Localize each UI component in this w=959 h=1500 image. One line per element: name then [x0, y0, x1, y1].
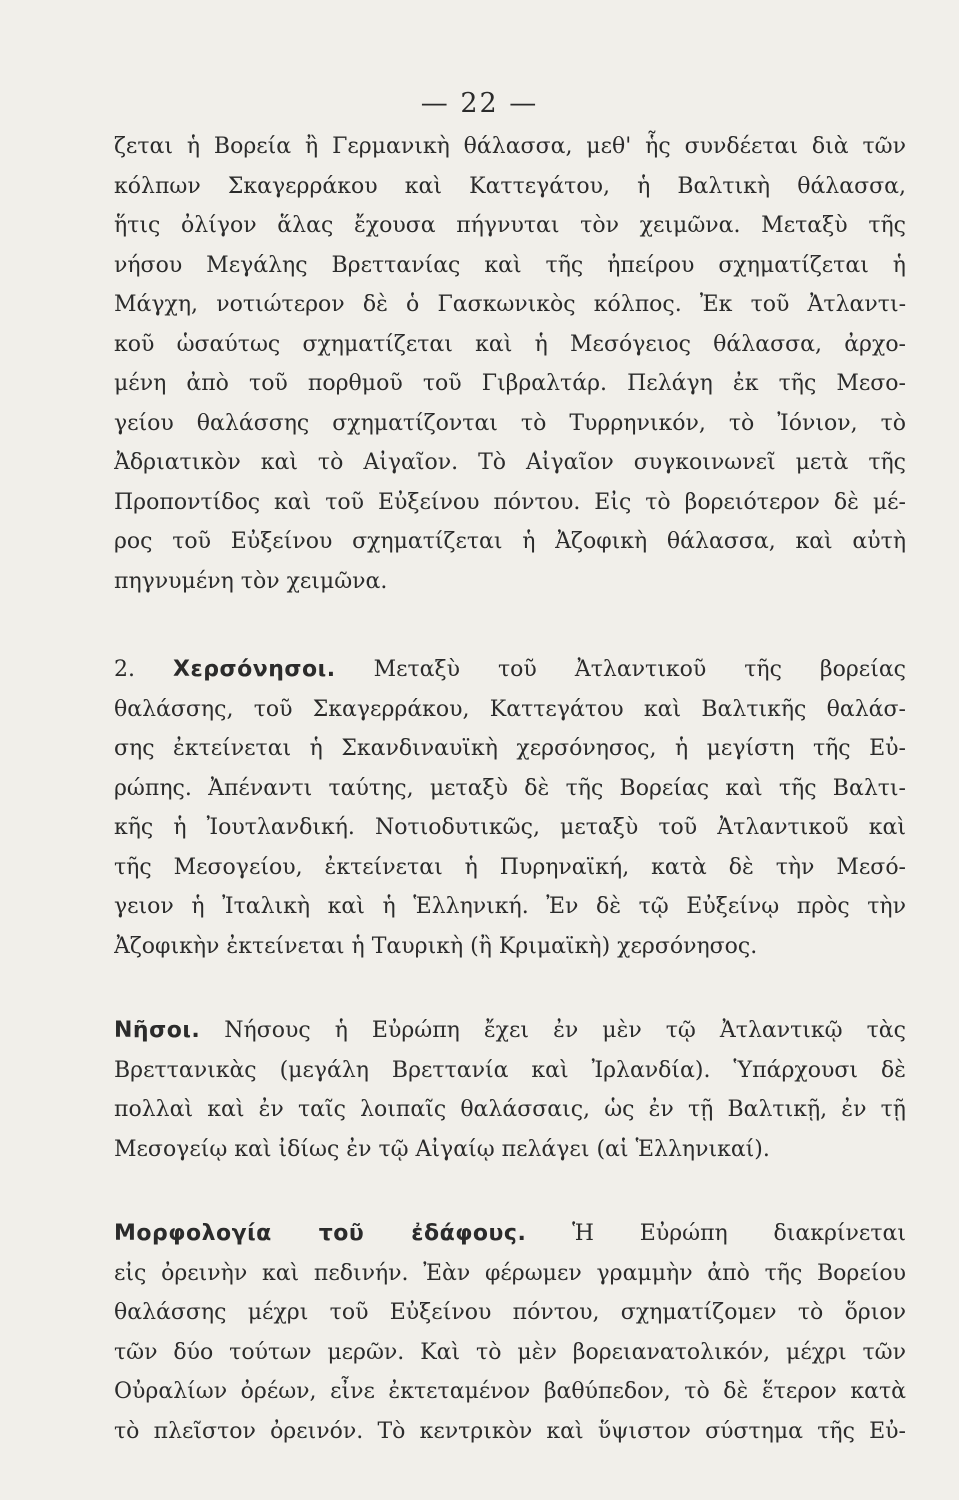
text-line: τὸ πλεῖστον ὀρεινόν. Τὸ κεντρικὸν καὶ ὕψιστον σύστημα τῆς Εὐ-	[114, 1418, 906, 1444]
paragraph-seas	[114, 127, 906, 601]
text-line: κόλπων Σκαγερράκου καὶ Καττεγάτου, ἡ Βαλτικὴ θάλασσα,	[114, 173, 906, 199]
paragraph-morphology	[114, 1214, 906, 1451]
text-line: νήσου Μεγάλης Βρεττανίας καὶ τῆς ἠπείρου σχηματίζεται ἡ	[114, 252, 906, 278]
text-line: ζεται ἡ Βορεία ἢ Γερμανικὴ θάλασσα, μεθ' ἧς συνδέεται διὰ τῶν	[114, 134, 906, 159]
text-run: Μεταξὺ τοῦ Ἀτλαντικοῦ τῆς βορείας	[373, 657, 906, 682]
text-line: κῆς ἡ Ἰουτλανδική. Νοτιοδυτικῶς, μεταξὺ τοῦ Ἀτλαντικοῦ καὶ	[114, 815, 906, 840]
text-line: τῶν δύο τούτων μερῶν. Καὶ τὸ μὲν βορειανατολικόν, μέχρι τῶν	[114, 1339, 906, 1365]
text-line: πολλαὶ καὶ ἐν ταῖς λοιπαῖς θαλάσσαις, ὡς ἐν τῇ Βαλτικῇ, ἐν τῇ	[114, 1097, 906, 1122]
text-line: γείου θαλάσσης σχηματίζονται τὸ Τυρρηνικόν, τὸ Ἰόνιον, τὸ	[114, 410, 906, 436]
section-number: 2.	[114, 657, 135, 682]
text-line: εἰς ὀρεινὴν καὶ πεδινήν. Ἐὰν φέρωμεν γραμμὴν ἀπὸ τῆς Βορείου	[114, 1260, 906, 1286]
text-line: ρος τοῦ Εὐξείνου σχηματίζεται ἡ Ἀζοφικὴ θάλασσα, καὶ αὐτὴ	[114, 529, 906, 554]
page-number: — 22 —	[420, 88, 539, 119]
paragraph-peninsulas	[114, 650, 906, 966]
page-body	[114, 127, 906, 1451]
text-line: μένη ἀπὸ τοῦ πορθμοῦ τοῦ Γιβραλτάρ. Πελάγη ἐκ τῆς Μεσο-	[114, 371, 906, 396]
section-heading: Μορφολογία τοῦ ἐδάφους.	[114, 1221, 527, 1246]
text-line: Μεσογείῳ καὶ ἰδίως ἐν τῷ Αἰγαίῳ πελάγει (αἱ Ἑλληνικαί).	[114, 1136, 770, 1162]
text-line: πηγνυμένη τὸν χειμῶνα.	[114, 568, 388, 594]
text-line: Οὐραλίων ὀρέων, εἶνε ἐκτεταμένον βαθύπεδον, τὸ δὲ ἕτερον κατὰ	[114, 1379, 906, 1404]
section-heading: Νῆσοι.	[114, 1018, 201, 1043]
text-line: Ἀδριατικὸν καὶ τὸ Αἰγαῖον. Τὸ Αἰγαῖον συγκοινωνεῖ μετὰ τῆς	[114, 450, 906, 475]
text-line: θαλάσσης μέχρι τοῦ Εὐξείνου πόντου, σχηματίζομεν τὸ ὅριον	[114, 1300, 906, 1325]
text-line: θαλάσσης, τοῦ Σκαγερράκου, Καττεγάτου καὶ Βαλτικῆς θαλάσ-	[114, 696, 906, 722]
text-line: κοῦ ὡσαύτως σχηματίζεται καὶ ἡ Μεσόγειος θάλασσα, ἀρχο-	[114, 331, 906, 357]
text-run: Νήσους ἡ Εὐρώπη ἔχει ἐν μὲν τῷ Ἀτλαντικῷ τὰς	[224, 1018, 906, 1043]
text-line: τῆς Μεσογείου, ἐκτείνεται ἡ Πυρηναϊκή, κατὰ δὲ τὴν Μεσό-	[114, 854, 906, 880]
text-line: σης ἐκτείνεται ἡ Σκανδιναυϊκὴ χερσόνησος, ἡ μεγίστη τῆς Εὐ-	[114, 736, 906, 761]
text-line: ρώπης. Ἀπέναντι ταύτης, μεταξὺ δὲ τῆς Βορείας καὶ τῆς Βαλτι-	[114, 775, 906, 801]
text-line: Βρεττανικὰς (μεγάλη Βρεττανία καὶ Ἰρλανδία). Ὑπάρχουσι δὲ	[114, 1057, 906, 1083]
text-line	[114, 650, 906, 690]
text-line: Προποντίδος καὶ τοῦ Εὐξείνου πόντου. Εἰς τὸ βορειότερον δὲ μέ-	[114, 489, 906, 515]
section-heading: Χερσόνησοι.	[173, 657, 336, 682]
paragraph-islands	[114, 1011, 906, 1169]
text-line: ἥτις ὀλίγον ἅλας ἔχουσα πήγνυται τὸν χειμῶνα. Μεταξὺ τῆς	[114, 213, 906, 238]
text-line	[114, 1011, 906, 1051]
text-line: Μάγχη, νοτιώτερον δὲ ὁ Γασκωνικὸς κόλπος. Ἐκ τοῦ Ἀτλαντι-	[114, 292, 906, 317]
text-line: Ἀζοφικὴν ἐκτείνεται ἡ Ταυρικὴ (ἢ Κριμαϊκὴ) χερσόνησος.	[114, 933, 758, 959]
text-run: Ἡ Εὐρώπη διακρίνεται	[572, 1221, 906, 1246]
text-line: γειον ἡ Ἰταλικὴ καὶ ἡ Ἑλληνική. Ἐν δὲ τῷ Εὐξείνῳ πρὸς τὴν	[114, 894, 906, 919]
text-line	[114, 1214, 906, 1254]
